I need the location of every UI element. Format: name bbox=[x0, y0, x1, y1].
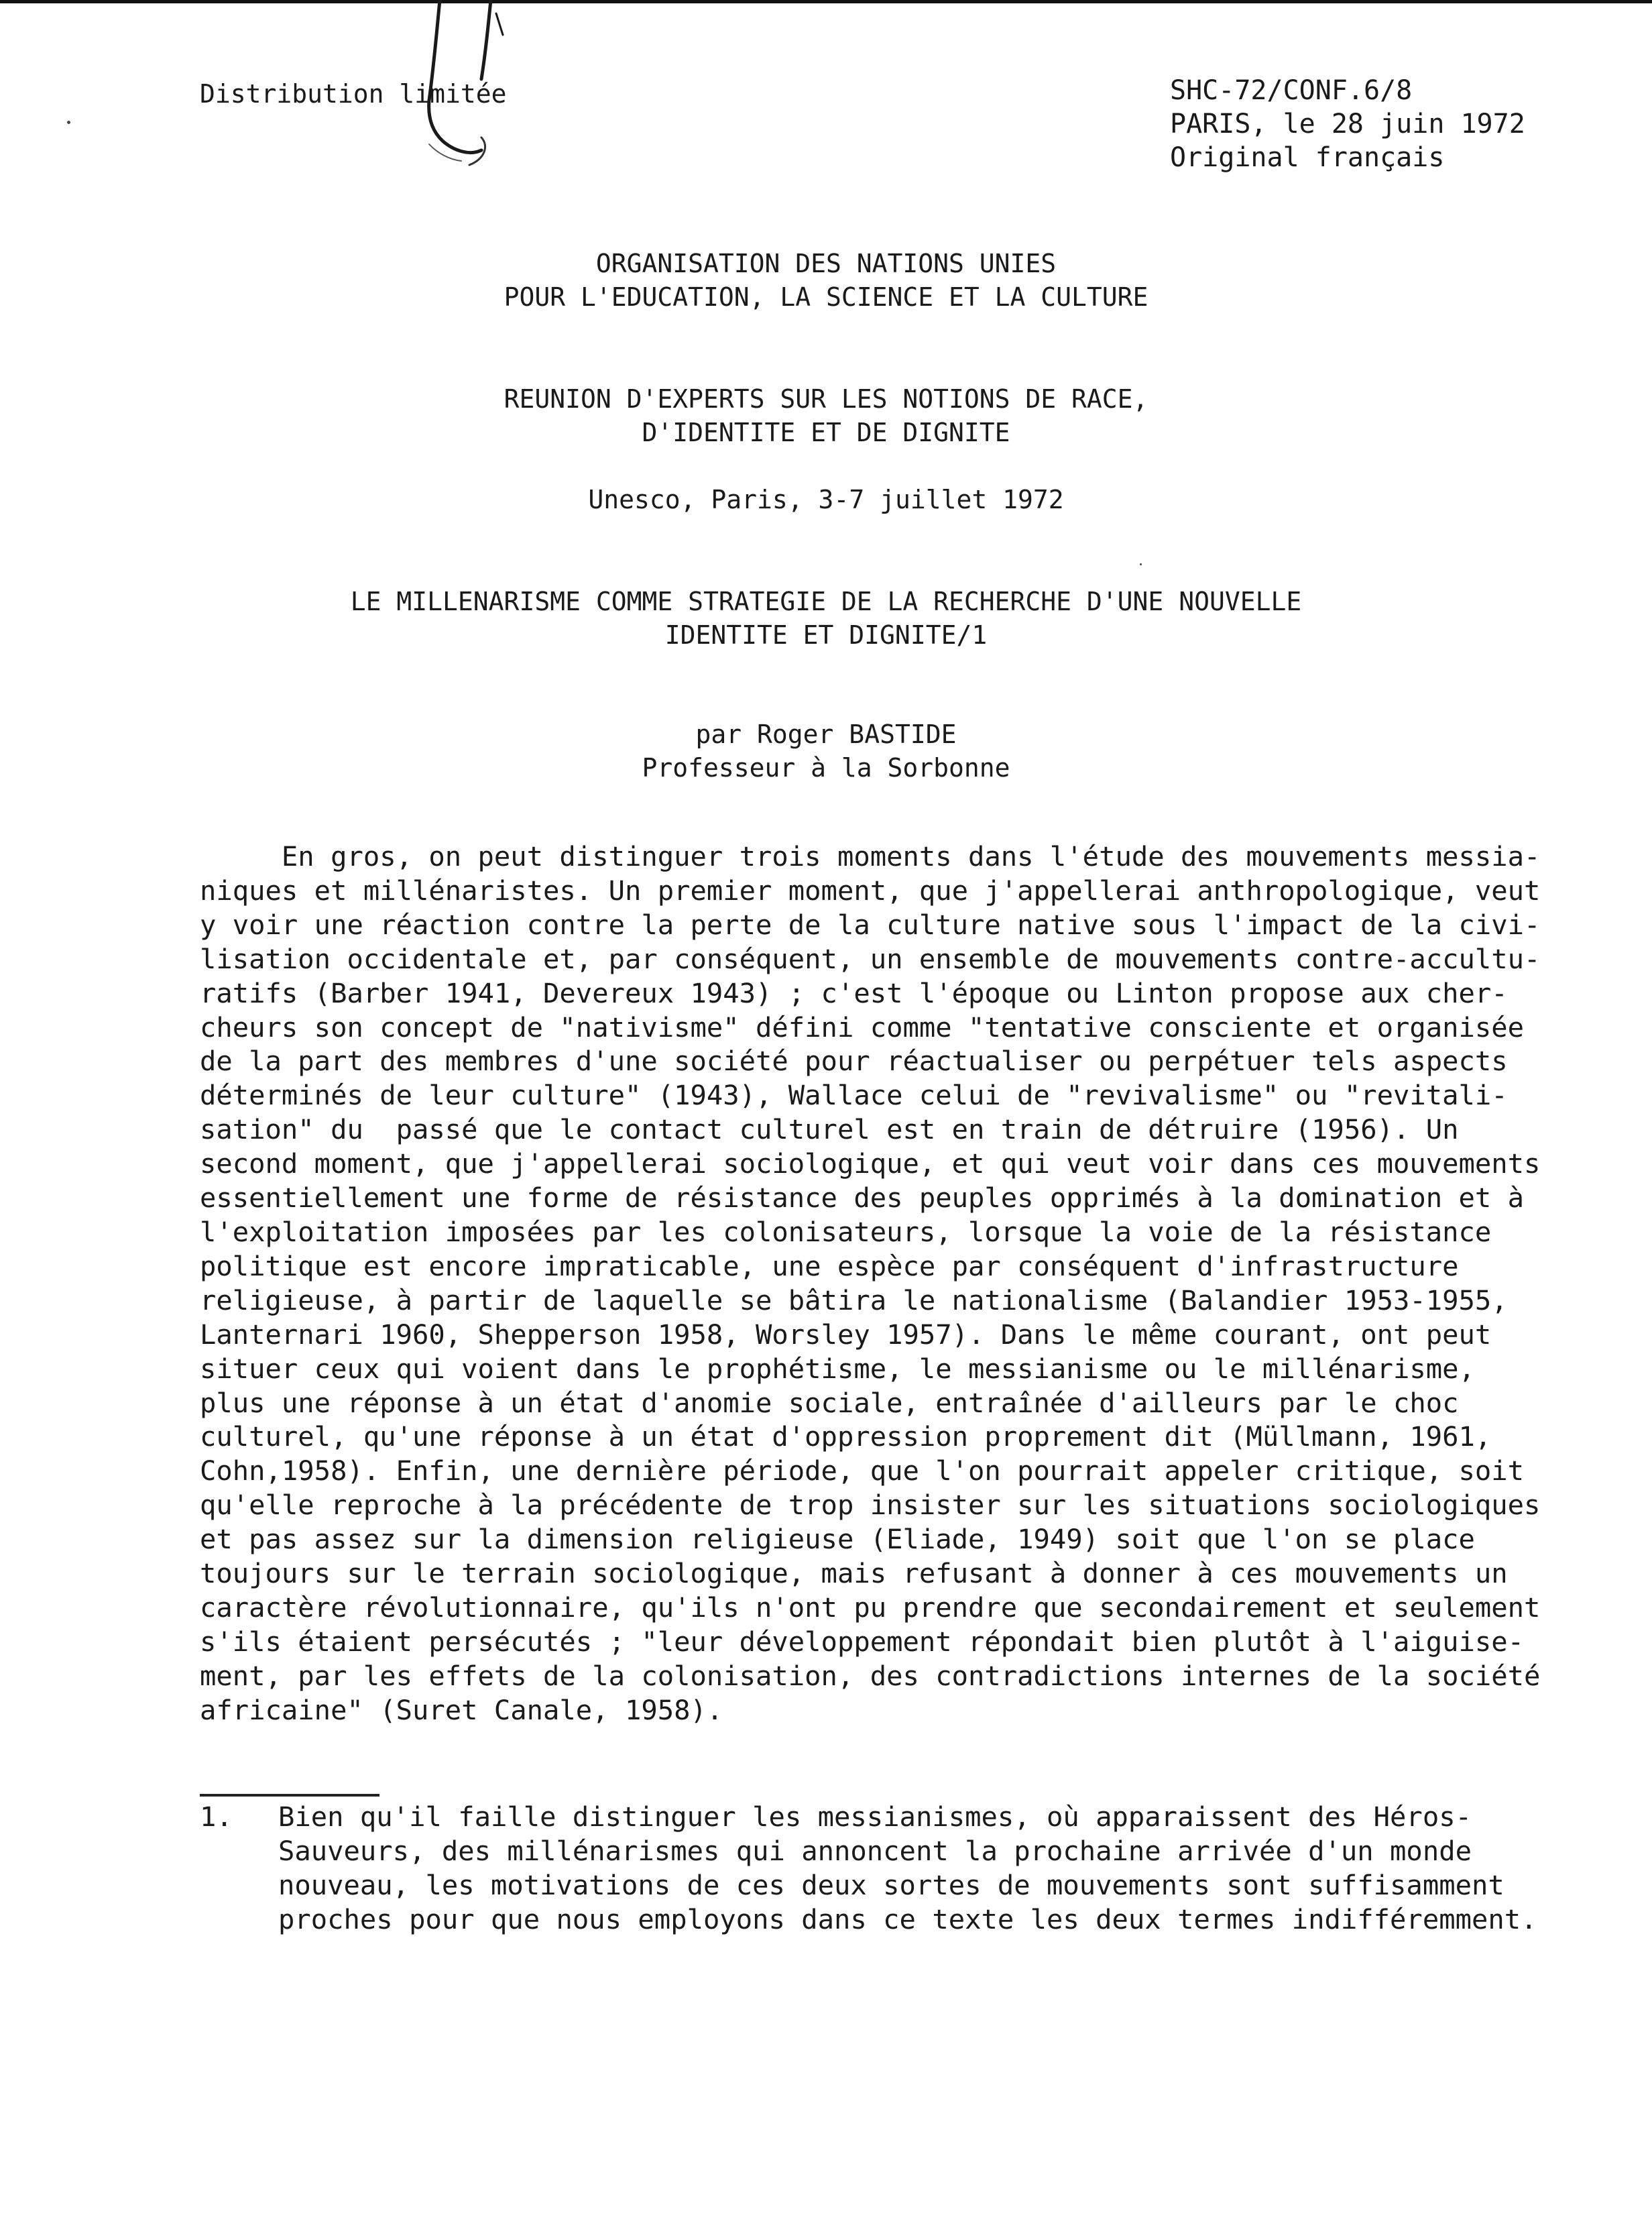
body-line: et pas assez sur la dimension religieuse (Eliade, 1949) soit que l'on se place bbox=[200, 1523, 1475, 1556]
body-line: lisation occidentale et, par conséquent, un ensemble de mouvements contre-accultu- bbox=[200, 942, 1541, 975]
body-line: africaine" (Suret Canale, 1958). bbox=[200, 1693, 723, 1726]
body-line: sation" du passé que le contact culturel est en train de détruire (1956). Un bbox=[200, 1113, 1459, 1146]
body-line: second moment, que j'appellerai sociologique, et qui veut voir dans ces mouvements bbox=[200, 1147, 1541, 1180]
body-line: situer ceux qui voient dans le prophétisme, le messianisme ou le millénarisme, bbox=[200, 1352, 1475, 1385]
scan-speck bbox=[67, 121, 70, 124]
body-line: culturel, qu'une réponse à un état d'oppression proprement dit (Müllmann, 1961, bbox=[200, 1420, 1492, 1453]
title-footnote-mark: /1 bbox=[956, 620, 988, 650]
footnote-text bbox=[278, 1800, 1537, 1937]
meeting-line-2: D'IDENTITE ET DE DIGNITE bbox=[642, 418, 1010, 447]
author-affiliation: Professeur à la Sorbonne bbox=[642, 753, 1010, 783]
body-line: s'ils étaient persécutés ; "leur développement répondait bien plutôt à l'aiguise- bbox=[200, 1625, 1525, 1658]
footnote-line: nouveau, les motivations de ces deux sortes de mouvements sont suffisamment bbox=[278, 1869, 1504, 1901]
body-paragraph bbox=[200, 840, 1541, 1727]
body-line: niques et millénaristes. Un premier moment, que j'appellerai anthropologique, veut bbox=[200, 874, 1541, 907]
meeting-line-1: REUNION D'EXPERTS SUR LES NOTIONS DE RACE, bbox=[504, 384, 1148, 414]
distribution-label: Distribution limitée bbox=[200, 79, 507, 109]
organisation-heading bbox=[0, 247, 1652, 314]
footnote-separator bbox=[200, 1794, 379, 1797]
document-reference-block bbox=[1170, 74, 1525, 174]
footnote-number: 1. bbox=[200, 1801, 233, 1833]
body-line: politique est encore impraticable, une espèce par conséquent d'infrastructure bbox=[200, 1249, 1459, 1282]
body-line: religieuse, à partir de laquelle se bâtira le nationalisme (Balandier 1953-1955, bbox=[200, 1284, 1508, 1316]
meeting-heading bbox=[0, 382, 1652, 449]
meeting-place-date-text: Unesco, Paris, 3-7 juillet 1972 bbox=[588, 485, 1064, 514]
title-line-2-text: IDENTITE ET DIGNITE bbox=[664, 620, 957, 650]
body-line: essentiellement une forme de résistance des peuples opprimés à la domination et à bbox=[200, 1182, 1525, 1214]
document-title bbox=[0, 585, 1652, 652]
body-line: déterminés de leur culture" (1943), Wallace celui de "revivalisme" ou "revitali- bbox=[200, 1079, 1508, 1112]
body-line: qu'elle reproche à la précédente de trop insister sur les situations sociologiques bbox=[200, 1489, 1541, 1522]
meeting-place-date bbox=[0, 483, 1652, 516]
body-line: Lanternari 1960, Shepperson 1958, Worsley 1957). Dans le même courant, ont peut bbox=[200, 1318, 1492, 1351]
body-line: cheurs son concept de "nativisme" défini comme "tentative consciente et organisée bbox=[200, 1011, 1525, 1043]
organisation-line-2: POUR L'EDUCATION, LA SCIENCE ET LA CULTURE bbox=[504, 282, 1148, 312]
document-reference: SHC-72/CONF.6/8 bbox=[1170, 75, 1413, 106]
footnote-line: Bien qu'il faille distinguer les messianismes, où apparaissent des Héros- bbox=[278, 1801, 1472, 1833]
scan-speck bbox=[1140, 563, 1142, 565]
body-line: En gros, on peut distinguer trois moments dans l'étude des mouvements messia- bbox=[200, 840, 1541, 872]
body-line: plus une réponse à un état d'anomie sociale, entraînée d'ailleurs par le choc bbox=[200, 1386, 1459, 1419]
body-line: ratifs (Barber 1941, Devereux 1943) ; c'est l'époque ou Linton propose aux cher- bbox=[200, 976, 1508, 1009]
title-line-1: LE MILLENARISME COMME STRATEGIE DE LA RECHERCHE D'UNE NOUVELLE bbox=[350, 587, 1302, 616]
body-line: ment, par les effets de la colonisation, des contradictions internes de la société bbox=[200, 1659, 1541, 1692]
original-language: Original français bbox=[1170, 142, 1445, 173]
document-date: PARIS, le 28 juin 1972 bbox=[1170, 109, 1525, 139]
body-line: l'exploitation imposées par les colonisateurs, lorsque la voie de la résistance bbox=[200, 1215, 1492, 1248]
top-edge-rule bbox=[0, 0, 1652, 3]
title-line-2 bbox=[0, 618, 1652, 652]
body-line: Cohn,1958). Enfin, une dernière période, que l'on pourrait appeler critique, soit bbox=[200, 1455, 1525, 1487]
body-line: y voir une réaction contre la perte de la culture native sous l'impact de la civi- bbox=[200, 908, 1541, 941]
footnote-line: Sauveurs, des millénarismes qui annoncent la prochaine arrivée d'un monde bbox=[278, 1835, 1472, 1867]
body-line: toujours sur le terrain sociologique, mais refusant à donner à ces mouvements un bbox=[200, 1557, 1508, 1590]
body-line: caractère révolutionnaire, qu'ils n'ont pu prendre que secondairement et seulement bbox=[200, 1591, 1541, 1624]
organisation-line-1: ORGANISATION DES NATIONS UNIES bbox=[595, 249, 1057, 278]
author-name: par Roger BASTIDE bbox=[695, 720, 957, 749]
body-line: de la part des membres d'une société pour réactualiser ou perpétuer tels aspects bbox=[200, 1045, 1508, 1078]
footnote-line: proches pour que nous employons dans ce texte les deux termes indifféremment. bbox=[278, 1903, 1537, 1935]
author-block bbox=[0, 718, 1652, 785]
